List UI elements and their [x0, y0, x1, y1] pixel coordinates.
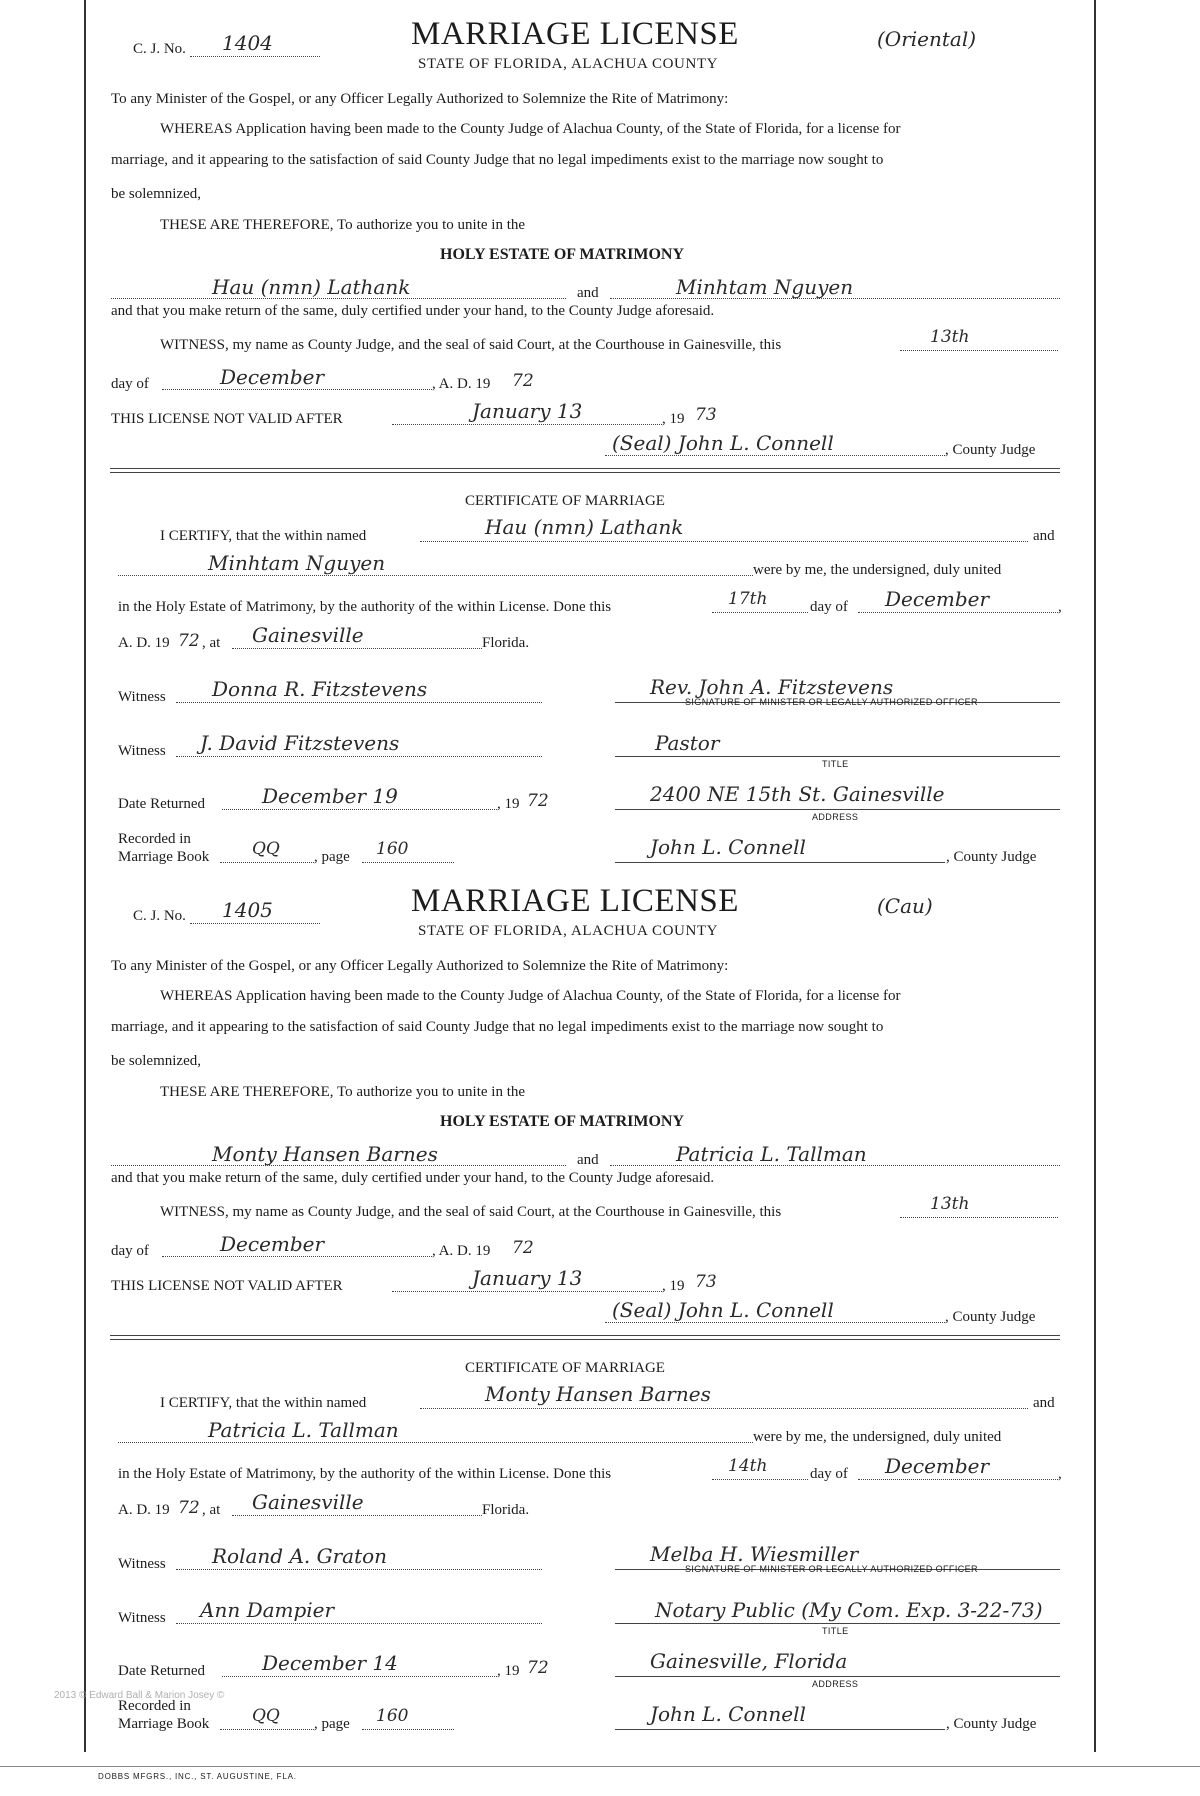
witness-1-signature: Roland A. Graton: [212, 1544, 388, 1568]
cert-groom-line: [420, 541, 1028, 542]
returned-year-prefix: , 19: [497, 796, 520, 812]
valid-after-label: THIS LICENSE NOT VALID AFTER: [111, 1278, 343, 1294]
and-label: and: [577, 285, 599, 301]
officer-caption: SIGNATURE OF MINISTER OR LEGALLY AUTHORIZED OFFICER: [685, 697, 978, 707]
separator-bottom: [110, 1339, 1060, 1340]
done-day-line: [712, 612, 808, 613]
valid-date-line: [392, 1291, 662, 1292]
witness-2-line: [176, 756, 542, 757]
officer-address-line: [615, 809, 1060, 810]
recorder-signature-line: [615, 862, 945, 863]
cert-groom-name: Hau (nmn) Lathank: [485, 515, 684, 539]
date-returned-line: [222, 809, 497, 810]
whereas-line-2: marriage, and it appearing to the satisfaction of said County Judge that no legal impediments exist to the marriage now sought to: [111, 1019, 884, 1035]
whereas-line-1: WHEREAS Application having been made to the County Judge of Alachua County, of the State of Florida, for a license for: [160, 988, 901, 1004]
separator-top: [110, 468, 1060, 469]
witness-1-label: Witness: [118, 1556, 166, 1572]
license-title: MARRIAGE LICENSE: [411, 883, 739, 919]
whereas-line-2: marriage, and it appearing to the satisfaction of said County Judge that no legal impediments exist to the marriage now sought to: [111, 152, 884, 168]
recorded-in-label: Recorded in: [118, 1698, 191, 1714]
judge-signature-line: [605, 455, 945, 456]
page-line: [362, 1729, 454, 1730]
whereas-line-1: WHEREAS Application having been made to the County Judge of Alachua County, of the State of Florida, for a license for: [160, 121, 901, 137]
returned-year: 72: [527, 1658, 549, 1678]
cj-number: 1405: [222, 898, 273, 922]
valid-after-label: THIS LICENSE NOT VALID AFTER: [111, 411, 343, 427]
salutation: To any Minister of the Gospel, or any Officer Legally Authorized to Solemnize the Rite of Matrimony:: [111, 91, 729, 107]
done-month: December: [885, 1454, 990, 1478]
cert-groom-name: Monty Hansen Barnes: [485, 1382, 711, 1406]
bride-name: Patricia L. Tallman: [676, 1142, 867, 1166]
officer-signature: Melba H. Wiesmiller: [650, 1542, 859, 1566]
page-number: 160: [376, 1706, 409, 1726]
cert-ad-label: A. D. 19: [118, 1502, 170, 1518]
officer-address-line: [615, 1676, 1060, 1677]
state-county-line: STATE OF FLORIDA, ALACHUA COUNTY: [418, 56, 719, 72]
witness-2-label: Witness: [118, 1610, 166, 1626]
holy-estate-heading: HOLY ESTATE OF MATRIMONY: [440, 1113, 685, 1130]
issue-day: 13th: [930, 327, 970, 347]
judge-signature: (Seal) John L. Connell: [612, 1298, 834, 1322]
certificate-heading: CERTIFICATE OF MARRIAGE: [465, 493, 665, 509]
cert-ad-label: A. D. 19: [118, 635, 170, 651]
day-of-label: day of: [111, 376, 149, 392]
officer-address: 2400 NE 15th St. Gainesville: [650, 782, 945, 806]
recorder-county-judge-label: , County Judge: [946, 849, 1037, 865]
groom-name: Monty Hansen Barnes: [212, 1142, 438, 1166]
cert-day-of-label: day of: [810, 599, 848, 615]
done-year: 72: [178, 631, 200, 651]
date-returned: December 14: [262, 1651, 398, 1675]
issue-day: 13th: [930, 1194, 970, 1214]
page-number: 160: [376, 839, 409, 859]
page-label: , page: [314, 1716, 350, 1732]
place: Gainesville: [252, 623, 364, 647]
officer-title: Pastor: [655, 731, 720, 755]
done-day-line: [712, 1479, 808, 1480]
whereas-line-3: be solemnized,: [111, 1053, 201, 1069]
done-year: 72: [178, 1498, 200, 1518]
valid-date: January 13: [472, 1266, 583, 1290]
county-judge-label: , County Judge: [945, 442, 1036, 458]
place: Gainesville: [252, 1490, 364, 1514]
page-line: [362, 862, 454, 863]
florida-label: Florida.: [482, 635, 530, 651]
witness-2-line: [176, 1623, 542, 1624]
issue-month: December: [220, 1232, 325, 1256]
holy-estate-heading: HOLY ESTATE OF MATRIMONY: [440, 246, 685, 263]
cert-day-of-label: day of: [810, 1466, 848, 1482]
and-label: and: [577, 1152, 599, 1168]
valid-year-prefix: , 19: [662, 1278, 685, 1294]
witness-1-line: [176, 702, 542, 703]
cert-and-label: and: [1033, 528, 1055, 544]
cj-number-label: C. J. No.: [133, 41, 186, 57]
officer-address: Gainesville, Florida: [650, 1649, 848, 1673]
date-returned-line: [222, 1676, 497, 1677]
valid-year-prefix: , 19: [662, 411, 685, 427]
title-caption: TITLE: [822, 1626, 849, 1636]
judge-signature-line: [605, 1322, 945, 1323]
cert-groom-line: [420, 1408, 1028, 1409]
license-title: MARRIAGE LICENSE: [411, 16, 739, 52]
recorder-signature: John L. Connell: [650, 835, 806, 859]
valid-year: 73: [695, 1272, 717, 1292]
separator-top: [110, 1335, 1060, 1336]
page-label: , page: [314, 849, 350, 865]
officer-title: Notary Public (My Com. Exp. 3-22-73): [655, 1598, 1043, 1622]
separator-bottom: [110, 472, 1060, 473]
cert-bride-name: Minhtam Nguyen: [208, 551, 386, 575]
witness-line: WITNESS, my name as County Judge, and the seal of said Court, at the Courthouse in Gainesville, this: [160, 337, 782, 353]
place-line: [232, 1515, 482, 1516]
marriage-book: QQ: [252, 1706, 280, 1726]
officer-title-line: [615, 1623, 1060, 1624]
united-label: were by me, the undersigned, duly united: [753, 1429, 1002, 1445]
return-line: and that you make return of the same, duly certified under your hand, to the County Judge aforesaid.: [111, 303, 715, 319]
marriage-book-label: Marriage Book: [118, 849, 210, 865]
marriage-book-label: Marriage Book: [118, 1716, 210, 1732]
holy-line: in the Holy Estate of Matrimony, by the authority of the within License. Done this: [118, 599, 612, 615]
issue-day-line: [900, 350, 1058, 351]
certificate-heading: CERTIFICATE OF MARRIAGE: [465, 1360, 665, 1376]
whereas-line-3: be solemnized,: [111, 186, 201, 202]
valid-date-line: [392, 424, 662, 425]
therefore-line: THESE ARE THEREFORE, To authorize you to unite in the: [160, 1084, 526, 1100]
done-month-comma: ,: [1058, 599, 1062, 615]
recorded-in-label: Recorded in: [118, 831, 191, 847]
cj-number-line: [190, 923, 320, 924]
copyright-watermark: 2013 © Edward Ball & Marion Josey ©: [54, 1690, 225, 1701]
cert-bride-line: [118, 575, 753, 576]
officer-caption: SIGNATURE OF MINISTER OR LEGALLY AUTHORIZED OFFICER: [685, 1564, 978, 1574]
state-county-line: STATE OF FLORIDA, ALACHUA COUNTY: [418, 923, 719, 939]
issue-year: 72: [512, 1238, 534, 1258]
cert-bride-line: [118, 1442, 753, 1443]
bride-name: Minhtam Nguyen: [676, 275, 854, 299]
done-month-comma: ,: [1058, 1466, 1062, 1482]
issue-month: December: [220, 365, 325, 389]
return-line: and that you make return of the same, duly certified under your hand, to the County Judge aforesaid.: [111, 1170, 715, 1186]
book-line: [220, 862, 314, 863]
place-line: [232, 648, 482, 649]
recorder-signature: John L. Connell: [650, 1702, 806, 1726]
at-label: , at: [202, 1502, 221, 1518]
day-of-label: day of: [111, 1243, 149, 1259]
florida-label: Florida.: [482, 1502, 530, 1518]
address-caption: ADDRESS: [812, 1679, 859, 1689]
officer-signature: Rev. John A. Fitzstevens: [650, 675, 894, 699]
cj-number-label: C. J. No.: [133, 908, 186, 924]
at-label: , at: [202, 635, 221, 651]
witness-2-signature: Ann Dampier: [200, 1598, 335, 1622]
officer-title-line: [615, 756, 1060, 757]
address-caption: ADDRESS: [812, 812, 859, 822]
therefore-line: THESE ARE THEREFORE, To authorize you to unite in the: [160, 217, 526, 233]
bottom-edge: [0, 1766, 1200, 1767]
united-label: were by me, the undersigned, duly united: [753, 562, 1002, 578]
witness-2-signature: J. David Fitzstevens: [200, 731, 400, 755]
salutation: To any Minister of the Gospel, or any Officer Legally Authorized to Solemnize the Rite of Matrimony:: [111, 958, 729, 974]
county-judge-label: , County Judge: [945, 1309, 1036, 1325]
margin-note: (Cau): [877, 894, 933, 918]
witness-1-signature: Donna R. Fitzstevens: [212, 677, 428, 701]
done-day: 17th: [728, 589, 768, 609]
ad-label: , A. D. 19: [432, 1243, 491, 1259]
done-month-line: [858, 612, 1058, 613]
certify-label: I CERTIFY, that the within named: [160, 1395, 367, 1411]
done-month-line: [858, 1479, 1058, 1480]
margin-note: (Oriental): [877, 27, 977, 51]
book-line: [220, 1729, 314, 1730]
cert-bride-name: Patricia L. Tallman: [208, 1418, 399, 1442]
cert-and-label: and: [1033, 1395, 1055, 1411]
witness-line: WITNESS, my name as County Judge, and the seal of said Court, at the Courthouse in Gainesville, this: [160, 1204, 782, 1220]
issue-day-line: [900, 1217, 1058, 1218]
issue-month-line: [162, 389, 432, 390]
recorder-signature-line: [615, 1729, 945, 1730]
valid-date: January 13: [472, 399, 583, 423]
returned-year: 72: [527, 791, 549, 811]
witness-1-label: Witness: [118, 689, 166, 705]
cj-number: 1404: [222, 31, 273, 55]
date-returned: December 19: [262, 784, 398, 808]
done-month: December: [885, 587, 990, 611]
judge-signature: (Seal) John L. Connell: [612, 431, 834, 455]
groom-name: Hau (nmn) Lathank: [212, 275, 411, 299]
returned-year-prefix: , 19: [497, 1663, 520, 1679]
date-returned-label: Date Returned: [118, 796, 206, 812]
manufacturer-imprint: DOBBS MFGRS., INC., ST. AUGUSTINE, FLA.: [98, 1772, 297, 1781]
certify-label: I CERTIFY, that the within named: [160, 528, 367, 544]
title-caption: TITLE: [822, 759, 849, 769]
done-day: 14th: [728, 1456, 768, 1476]
issue-month-line: [162, 1256, 432, 1257]
date-returned-label: Date Returned: [118, 1663, 206, 1679]
marriage-book: QQ: [252, 839, 280, 859]
valid-year: 73: [695, 405, 717, 425]
witness-2-label: Witness: [118, 743, 166, 759]
recorder-county-judge-label: , County Judge: [946, 1716, 1037, 1732]
holy-line: in the Holy Estate of Matrimony, by the authority of the within License. Done this: [118, 1466, 612, 1482]
ad-label: , A. D. 19: [432, 376, 491, 392]
witness-1-line: [176, 1569, 542, 1570]
cj-number-line: [190, 56, 320, 57]
issue-year: 72: [512, 371, 534, 391]
